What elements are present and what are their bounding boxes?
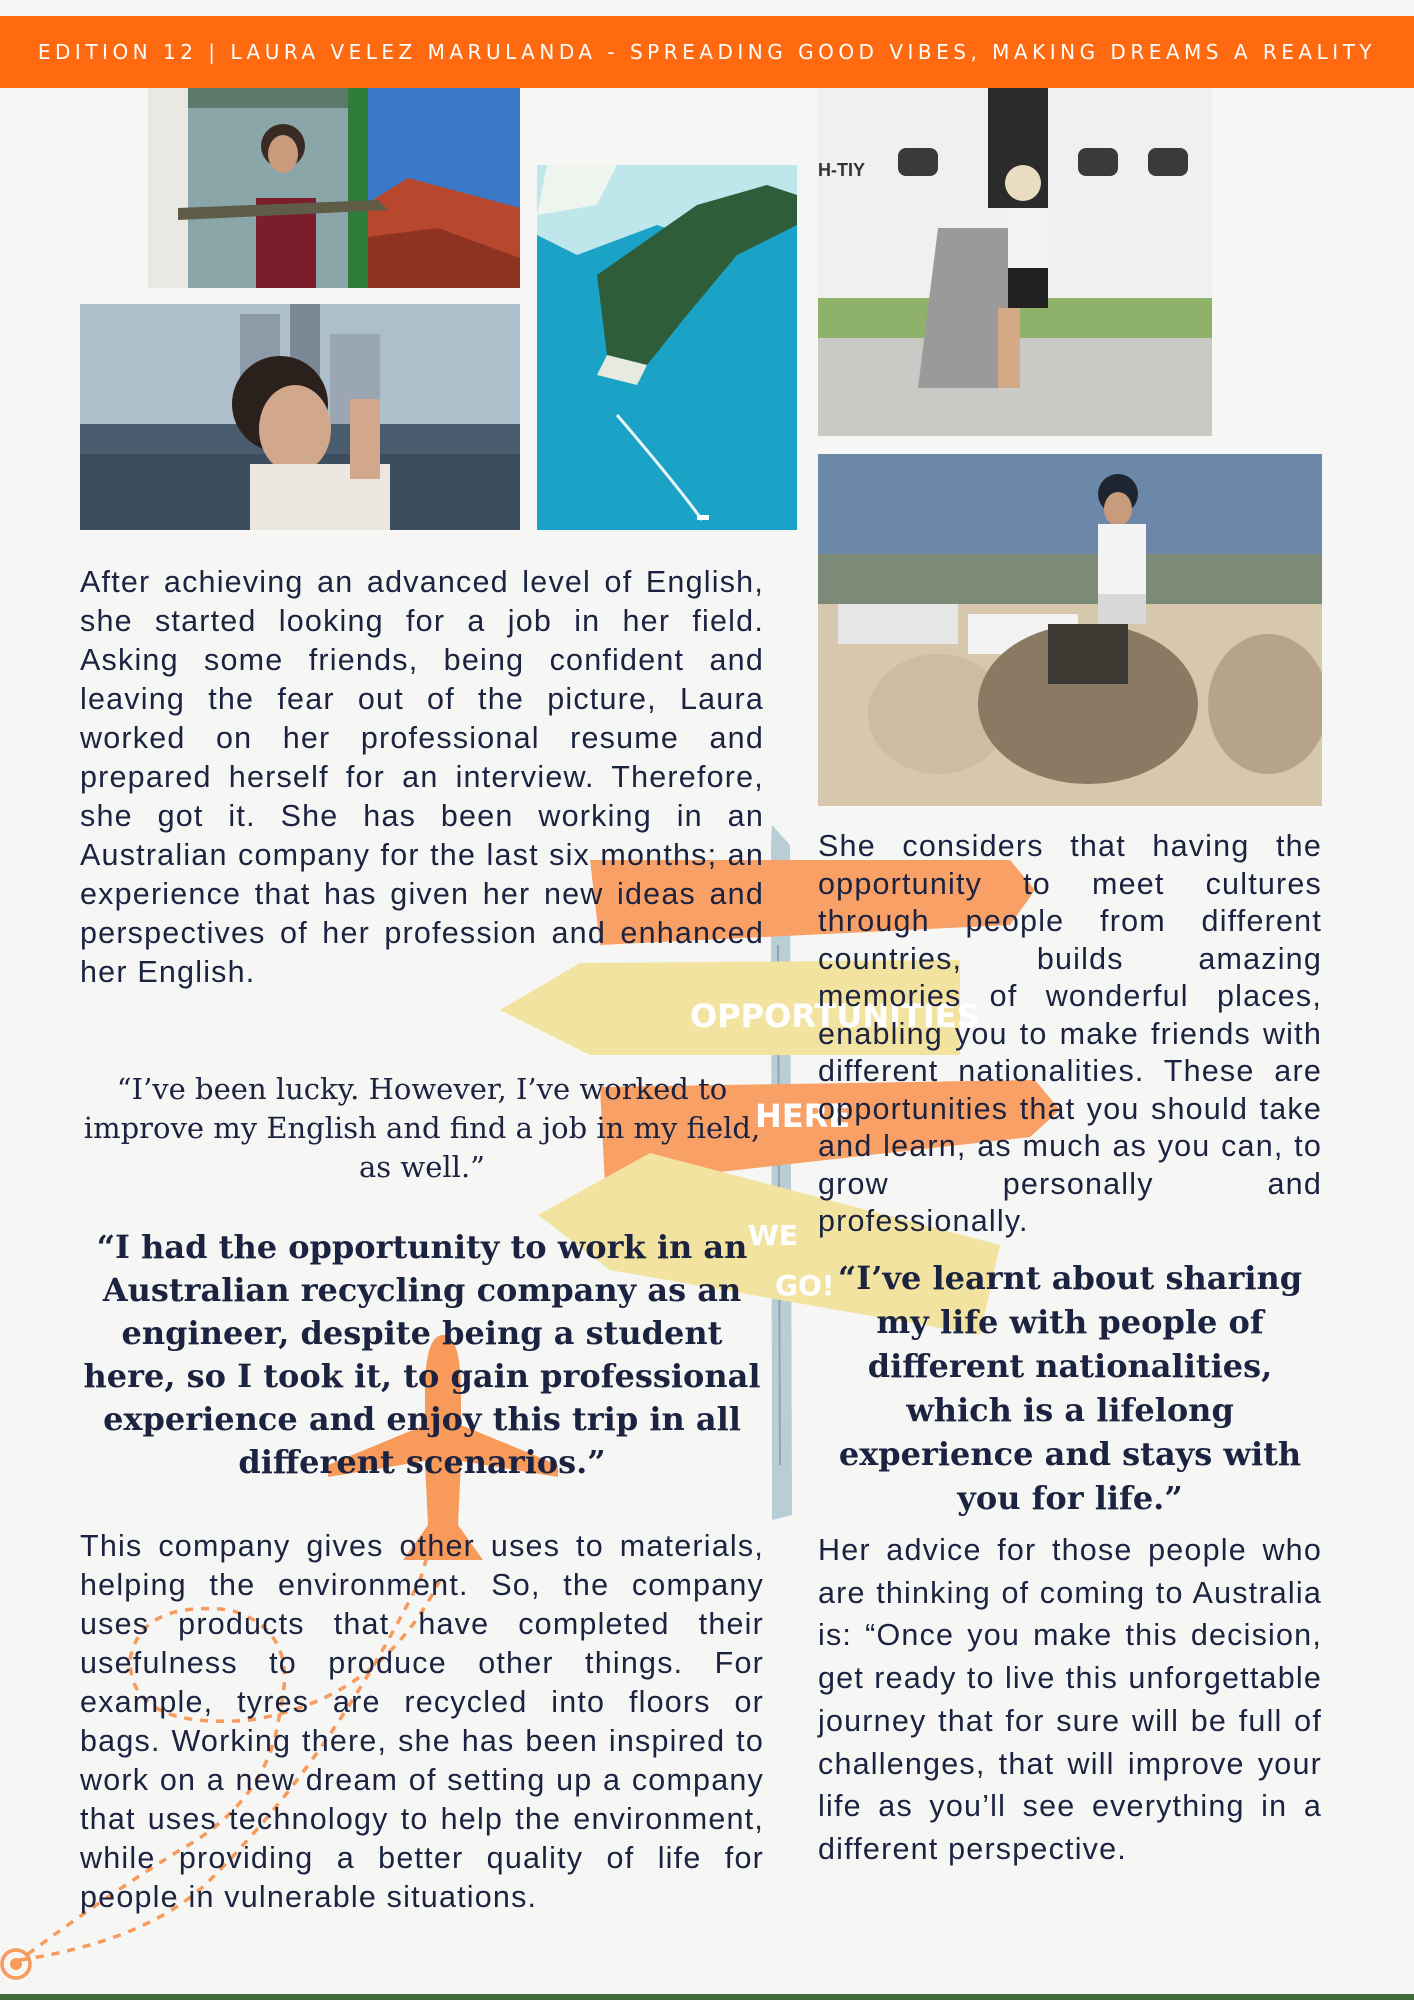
photo-island <box>537 165 797 530</box>
target-icon <box>2 1950 30 1978</box>
photo-river <box>80 304 520 530</box>
svg-text:OPPORTUNITIES: OPPORTUNITIES <box>690 997 980 1035</box>
left-paragraph-2: This company gives other uses to materials, helping the environment. So, the company uses products that have completed their usefulness to produce other things. For example, tyres are recycled into floors or bags. Working there, she has been inspired to work on a new dream of setting up a company that uses technology to help the environment, while providing a better quality of life for people in vulnerable situations. <box>80 1529 764 1914</box>
plane-registration: H-TIY <box>818 160 865 180</box>
svg-text:HERE: HERE <box>755 1097 851 1135</box>
edition-banner <box>0 16 1414 88</box>
photo-crocodile <box>148 88 520 288</box>
right-paragraph-2: Her advice for those people who are thinking of coming to Australia is: “Once you make this decision, get ready to live this unforgettable journey that for sure will be full of challenges, that will improve your life as you’ll see everything in a different perspective. <box>818 1533 1322 1866</box>
left-quote-2: “I had the opportunity to work in an Australian recycling company as an engineer, despite being a student here, so I took it, to gain professional experience and enjoy this trip in all different scenarios.” <box>83 1228 761 1481</box>
photo-plane <box>818 88 1212 436</box>
left-quote-1: “I’ve been lucky. However, I’ve worked to improve my English and find a job in my field, as well.” <box>83 1072 761 1184</box>
photo-camels <box>818 454 1322 806</box>
right-paragraph-1: She considers that having the opportunity to meet cultures through people from different countries, builds amazing memories of wonderful places, enabling you to make friends with different nationalities. These are opportunities that you should take and learn, as much as you can, to grow personally and professionally. <box>818 829 1322 1238</box>
right-quote: “I’ve learnt about sharing my life with people of different nationalities, which is a lifelong experience and stays with you for life.” <box>837 1259 1303 1517</box>
banner-title: EDITION 12 | LAURA VELEZ MARULANDA - SPREADING GOOD VIBES, MAKING DREAMS A REALITY <box>37 40 1377 64</box>
bottom-photo-strip <box>0 1994 1414 2000</box>
left-paragraph-1: After achieving an advanced level of English, she started looking for a job in her field. Asking some friends, being confident and leaving the fear out of the picture, Laura worked on her professional resume and prepared herself for an interview. Therefore, she got it. She has been working in an Australian company for the last six months; an experience that has given her new ideas and perspectives of her profession and enhanced her English. <box>80 565 764 989</box>
svg-text:GO!: GO! <box>775 1269 835 1302</box>
svg-text:WE: WE <box>748 1219 799 1252</box>
